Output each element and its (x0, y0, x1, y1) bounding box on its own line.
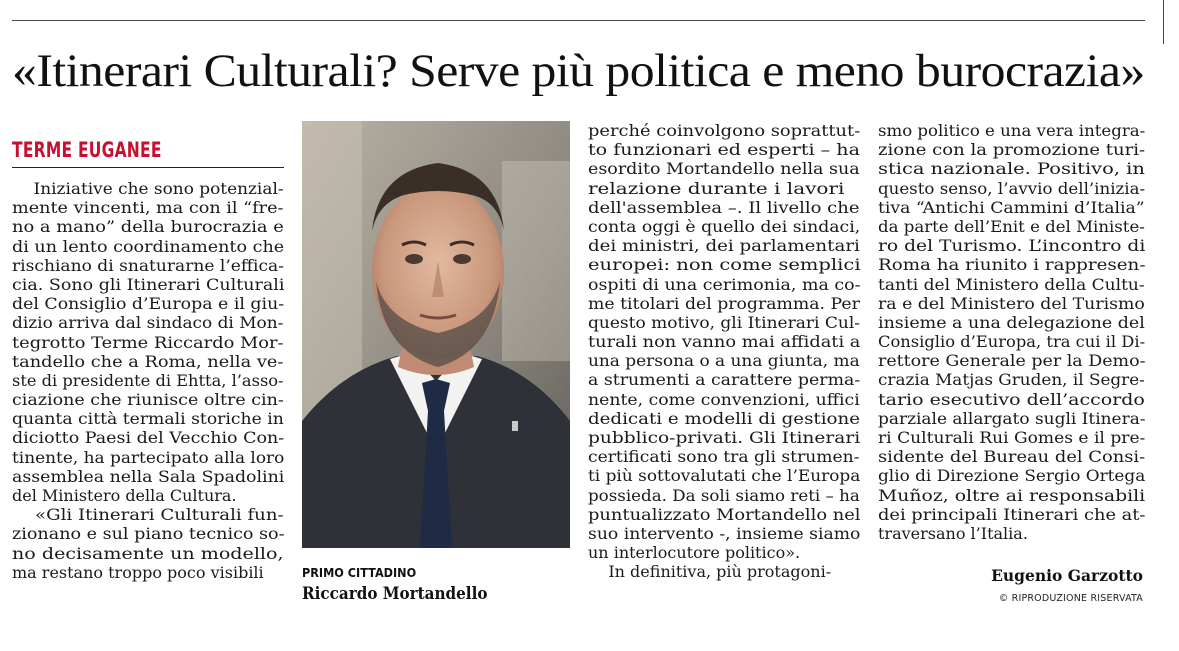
text-line: sidente del Bureau del Consi- (878, 447, 1146, 467)
text-line: assemblea nella Sala Spadolini (12, 466, 285, 486)
author-byline: Eugenio Garzotto (991, 566, 1143, 585)
text-line: smo politico e una vera integra- (878, 121, 1146, 140)
text-line: rettore Generale per la Demo- (878, 351, 1146, 371)
text-line: conta oggi è quello dei sindaci, (588, 216, 861, 236)
text-line: no a mano” della burocrazia e (12, 217, 284, 237)
top-rule (12, 20, 1145, 21)
text-line: Muñoz, oltre ai responsabili (878, 485, 1146, 505)
text-line: tanti del Ministero della Cultu- (878, 274, 1145, 294)
text-line: puntualizzato Mortandello nel (588, 504, 861, 524)
text-line: tandello che a Roma, nella ve- (12, 351, 284, 371)
text-line: to funzionari ed esperti – ha (588, 140, 860, 160)
text-line: no decisamente un modello, (12, 543, 284, 563)
text-line: dei ministri, dei parlamentari (588, 236, 860, 256)
text-line: cia. Sono gli Itinerari Culturali (12, 274, 285, 294)
article-column-2 (588, 121, 860, 582)
text-line: stica nazionale. Positivo, in (878, 159, 1145, 179)
text-line: Iniziative che sono potenzial- (12, 179, 284, 198)
text-line: traversano l’Italia. (878, 523, 1028, 543)
text-line: crazia Matjas Gruden, il Segre- (878, 370, 1145, 390)
photo-caption-kicker: PRIMO CITTADINO (302, 565, 417, 580)
text-line: dedicati e modelli di gestione (588, 408, 861, 428)
text-line: ra e del Ministero del Turismo (878, 293, 1145, 313)
article-column-1 (12, 179, 284, 582)
text-line: ste di presidente di Ehtta, l’asso- (12, 370, 284, 390)
text-line: del Consiglio d’Europa e il giu- (12, 294, 285, 314)
text-line: ti più sottovalutati che l’Europa (588, 466, 861, 486)
text-line: relazione durante i lavori (588, 178, 845, 198)
text-line: quanta città termali storiche in (12, 409, 284, 429)
text-line: del Ministero della Cultura. (12, 486, 237, 505)
headline: «Itinerari Culturali? Serve più politica e meno burocrazia» (12, 45, 1145, 97)
text-line: Roma ha riunito i rappresen- (878, 255, 1146, 275)
text-line: tinente, ha partecipato alla loro (12, 447, 285, 467)
text-line: a strumenti a carattere perma- (588, 370, 861, 390)
text-line: possieda. Da soli siamo reti – ha (588, 485, 860, 505)
text-line: europei: non come semplici (588, 255, 861, 275)
text-line: di un lento coordinamento che (12, 236, 285, 256)
text-line: ospiti di una cerimonia, ma co- (588, 274, 861, 294)
copyright-notice: © RIPRODUZIONE RISERVATA (998, 593, 1143, 604)
text-line: «Gli Itinerari Culturali fun- (12, 505, 284, 525)
text-line: mente vincenti, ma con il “fre- (12, 198, 284, 218)
text-line: dei principali Itinerari che at- (878, 504, 1146, 524)
text-line: nente, come convenzioni, uffici (588, 389, 860, 409)
text-line: tario esecutivo dell’accordo (878, 389, 1145, 409)
text-line: ri Culturali Rui Gomes e il pre- (878, 428, 1146, 447)
text-line: zionano e sul piano tecnico so- (12, 524, 285, 544)
text-line: diciotto Paesi del Vecchio Con- (12, 428, 285, 448)
text-line: Consiglio d’Europa, tra cui il Di- (878, 332, 1146, 352)
text-line: rischiano di snaturarne l’effica- (12, 255, 285, 275)
text-line: ma restano troppo poco visibili (12, 562, 264, 582)
text-line: me titolari del programma. Per (588, 293, 860, 313)
section-rule (12, 167, 284, 168)
text-line: questo senso, l’avvio dell’inizia- (878, 178, 1146, 198)
text-line: certificati sono tra gli strumen- (588, 447, 860, 467)
text-line: questo motivo, gli Itinerari Cul- (588, 312, 861, 332)
text-line: dell'assemblea –. Il livello che (588, 197, 860, 217)
text-line: tiva “Antichi Cammini d’Italia” (878, 197, 1145, 217)
text-line: tegrotto Terme Riccardo Mor- (12, 332, 284, 352)
text-line: un interlocutore politico». (588, 543, 801, 563)
text-line: ciazione che riunisce oltre cin- (12, 390, 284, 410)
text-line: pubblico-privati. Gli Itinerari (588, 428, 861, 447)
text-line: dizio arriva dal sindaco di Mon- (12, 313, 284, 333)
portrait-photo (302, 121, 570, 548)
text-line: ro del Turismo. L’incontro di (878, 236, 1146, 256)
text-line: perché coinvolgono soprattut- (588, 121, 861, 140)
text-line: una persona o a una giunta, ma (588, 351, 860, 371)
text-line: In definitiva, più protagoni- (588, 562, 832, 582)
text-line: esordito Mortandello nella sua (588, 159, 860, 179)
text-line: turali non vanno mai affidati a (588, 332, 861, 352)
photo-caption-name: Riccardo Mortandello (302, 584, 488, 603)
text-line: parziale allargato sugli Itinera- (878, 408, 1146, 428)
article-column-3 (878, 121, 1145, 543)
text-line: glio di Direzione Sergio Ortega (878, 466, 1146, 486)
text-line: zione con la promozione turi- (878, 140, 1146, 160)
section-label: TERME EUGANEE (12, 138, 162, 162)
text-line: suo intervento -, insieme siamo (588, 523, 861, 543)
text-line: da parte dell’Enit e del Ministe- (878, 216, 1145, 236)
text-line: insieme a una delegazione del (878, 312, 1145, 332)
column-divider (1163, 0, 1164, 44)
